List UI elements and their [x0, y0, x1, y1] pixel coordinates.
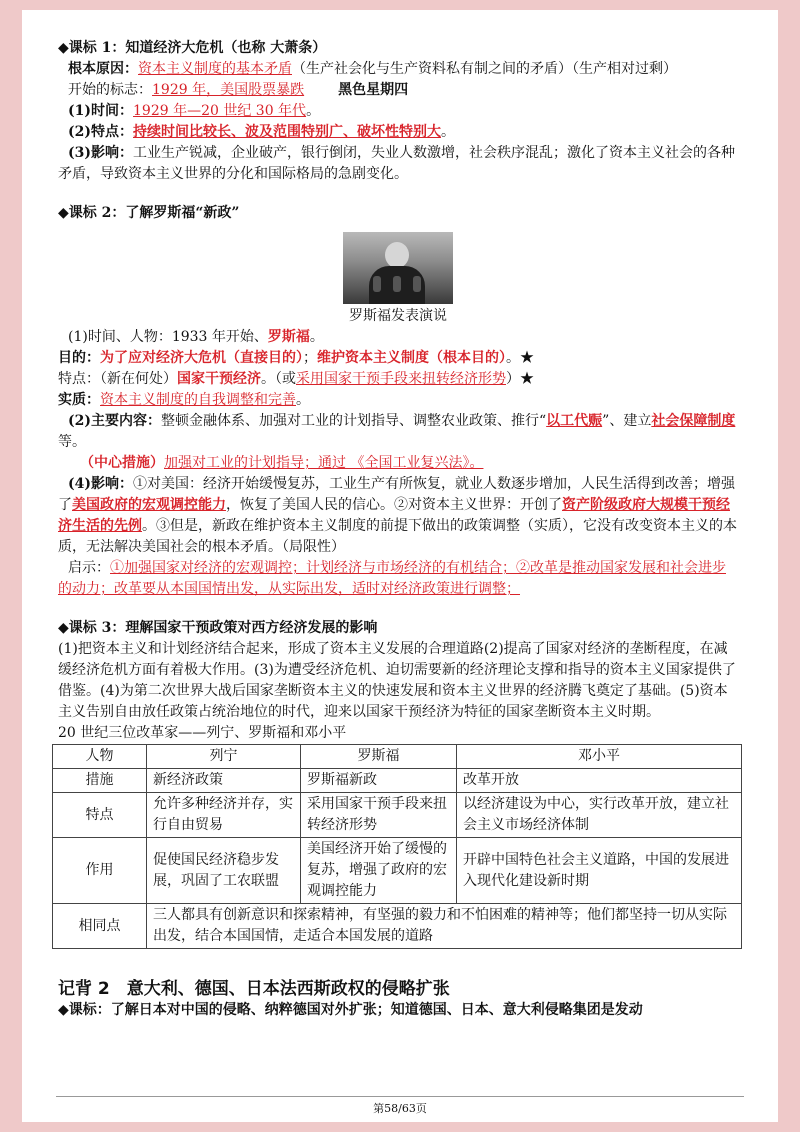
- page-number: 第58/63页: [373, 1102, 427, 1115]
- table-row: [53, 769, 742, 793]
- s2-effect: (4)影响：①对美国：经济开始缓慢复苏，工业生产有所恢复，就业人数逐步增加，人民生活得到改善；增强了美国政府的宏观调控能力，恢复了美国人民的信心。②对资本主义世界：开创了资产阶级政府大规模干预经济生活的先例。③但是，新政在维护资本主义制度的前提下做出的政策调整（实质），它没有改变资本主义的本质，无法解决美国社会的根本矛盾。（局限性）: [58, 476, 737, 555]
- s3-text: (1)把资本主义和计划经济结合起来，形成了资本主义发展的合理道路(2)提高了国家对经济的垄断程度，在减缓经济危机方面有着极大作用。(3)为遭受经济危机、迫切需要新的经济理论支撑和指导的资本主义国家提供了借鉴。(4)为第二次世界大战后国家垄断资本主义的快速发展和资本主义世界的经济腾飞奠定了基础。(5)资本主义告别自由放任政策占统治地位的时代，迎来以国家干预经济为特征的国家垄断资本主义时期。: [58, 641, 736, 720]
- table-title: 20 世纪三位改革家——列宁、罗斯福和邓小平: [58, 725, 347, 741]
- s1-impact: (3)影响：工业生产锐减，企业破产，银行倒闭，失业人数激增，社会秩序混乱；激化了资本主义社会的各种矛盾，导致资本主义世界的分化和国际格局的急剧变化。: [58, 145, 735, 182]
- s1-cause: 根本原因：资本主义制度的基本矛盾（生产社会化与生产资料私有制之间的矛盾）（生产相对过剩）: [68, 61, 677, 77]
- table-cell: 美国经济开始了缓慢的复苏，增强了政府的宏观调控能力: [301, 838, 457, 904]
- table-header: 邓小平: [457, 745, 742, 769]
- table-cell: 作用: [53, 838, 147, 904]
- table-cell: 罗斯福新政: [301, 769, 457, 793]
- table-cell: 新经济政策: [147, 769, 301, 793]
- s2-core: （中心措施）加强对工业的计划指导；通过 《全国工业复兴法》。: [80, 455, 484, 471]
- s2-insight: 启示：①加强国家对经济的宏观调控；计划经济与市场经济的有机结合；②改革是推动国家发展和社会进步的动力；改革要从本国国情出发，从实际出发，适时对经济政策进行调整；: [58, 560, 726, 597]
- table-cell: 改革开放: [457, 769, 742, 793]
- s1-time: (1)时间：1929 年—20 世纪 30 年代。: [68, 103, 321, 119]
- table-header: 罗斯福: [301, 745, 457, 769]
- table-header-row: [53, 745, 742, 769]
- table-header: 列宁: [147, 745, 301, 769]
- table-cell: 特点: [53, 793, 147, 838]
- table-cell: 开辟中国特色社会主义道路，中国的发展进入现代化建设新时期: [457, 838, 742, 904]
- s2-content: (2)主要内容：整顿金融体系、加强对工业的计划指导、调整农业政策、推行“以工代赈”、建立社会保障制度等。: [58, 413, 736, 450]
- s2-title: ◆课标 2：了解罗斯福“新政”: [58, 205, 240, 221]
- table-row: [53, 904, 742, 949]
- table-row: [53, 838, 742, 904]
- document-page: [22, 10, 778, 1122]
- photo-caption: 罗斯福发表演说: [349, 308, 447, 324]
- s4-line: ◆课标：了解日本对中国的侵略、纳粹德国对外扩张；知道德国、日本、意大利侵略集团是发动: [58, 1002, 643, 1018]
- s1-title: ◆课标 1：知道经济大危机（也称 大萧条）: [58, 40, 327, 56]
- table-cell: 相同点: [53, 904, 147, 949]
- table-cell: 措施: [53, 769, 147, 793]
- roosevelt-photo: [343, 232, 453, 304]
- table-cell: 允许多种经济并存，实行自由贸易: [147, 793, 301, 838]
- s2-time: (1)时间、人物：1933 年开始、罗斯福。: [68, 329, 324, 345]
- document-content: [58, 38, 738, 1021]
- s2-goal: 目的：为了应对经济大危机（直接目的）；维护资本主义制度（根本目的）。★: [58, 350, 534, 366]
- s3-title: ◆课标 3：理解国家干预政策对西方经济发展的影响: [58, 620, 378, 636]
- table-cell: 三人都具有创新意识和探索精神，有坚强的毅力和不怕困难的精神等；他们都坚持一切从实际出发，结合本国国情，走适合本国发展的道路: [147, 904, 742, 949]
- reformers-table: [52, 744, 742, 949]
- s1-feature: (2)特点：持续时间比较长、波及范围特别广、破坏性特别大。: [68, 124, 455, 140]
- s2-essence: 实质：资本主义制度的自我调整和完善。: [58, 392, 310, 408]
- table-cell: 促使国民经济稳步发展，巩固了工农联盟: [147, 838, 301, 904]
- table-header: 人物: [53, 745, 147, 769]
- table-row: [53, 793, 742, 838]
- table-cell: 采用国家干预手段来扭转经济形势: [301, 793, 457, 838]
- s2-feature: 特点：（新在何处）国家干预经济。（或采用国家干预手段来扭转经济形势）★: [58, 371, 534, 387]
- s1-start: 开始的标志：1929 年，美国股票暴跌 黑色星期四: [68, 82, 409, 98]
- footer-divider: [56, 1096, 744, 1097]
- table-cell: 以经济建设为中心，实行改革开放，建立社会主义市场经济体制: [457, 793, 742, 838]
- s4-title: 记背 2 意大利、德国、日本法西斯政权的侵略扩张: [58, 979, 450, 999]
